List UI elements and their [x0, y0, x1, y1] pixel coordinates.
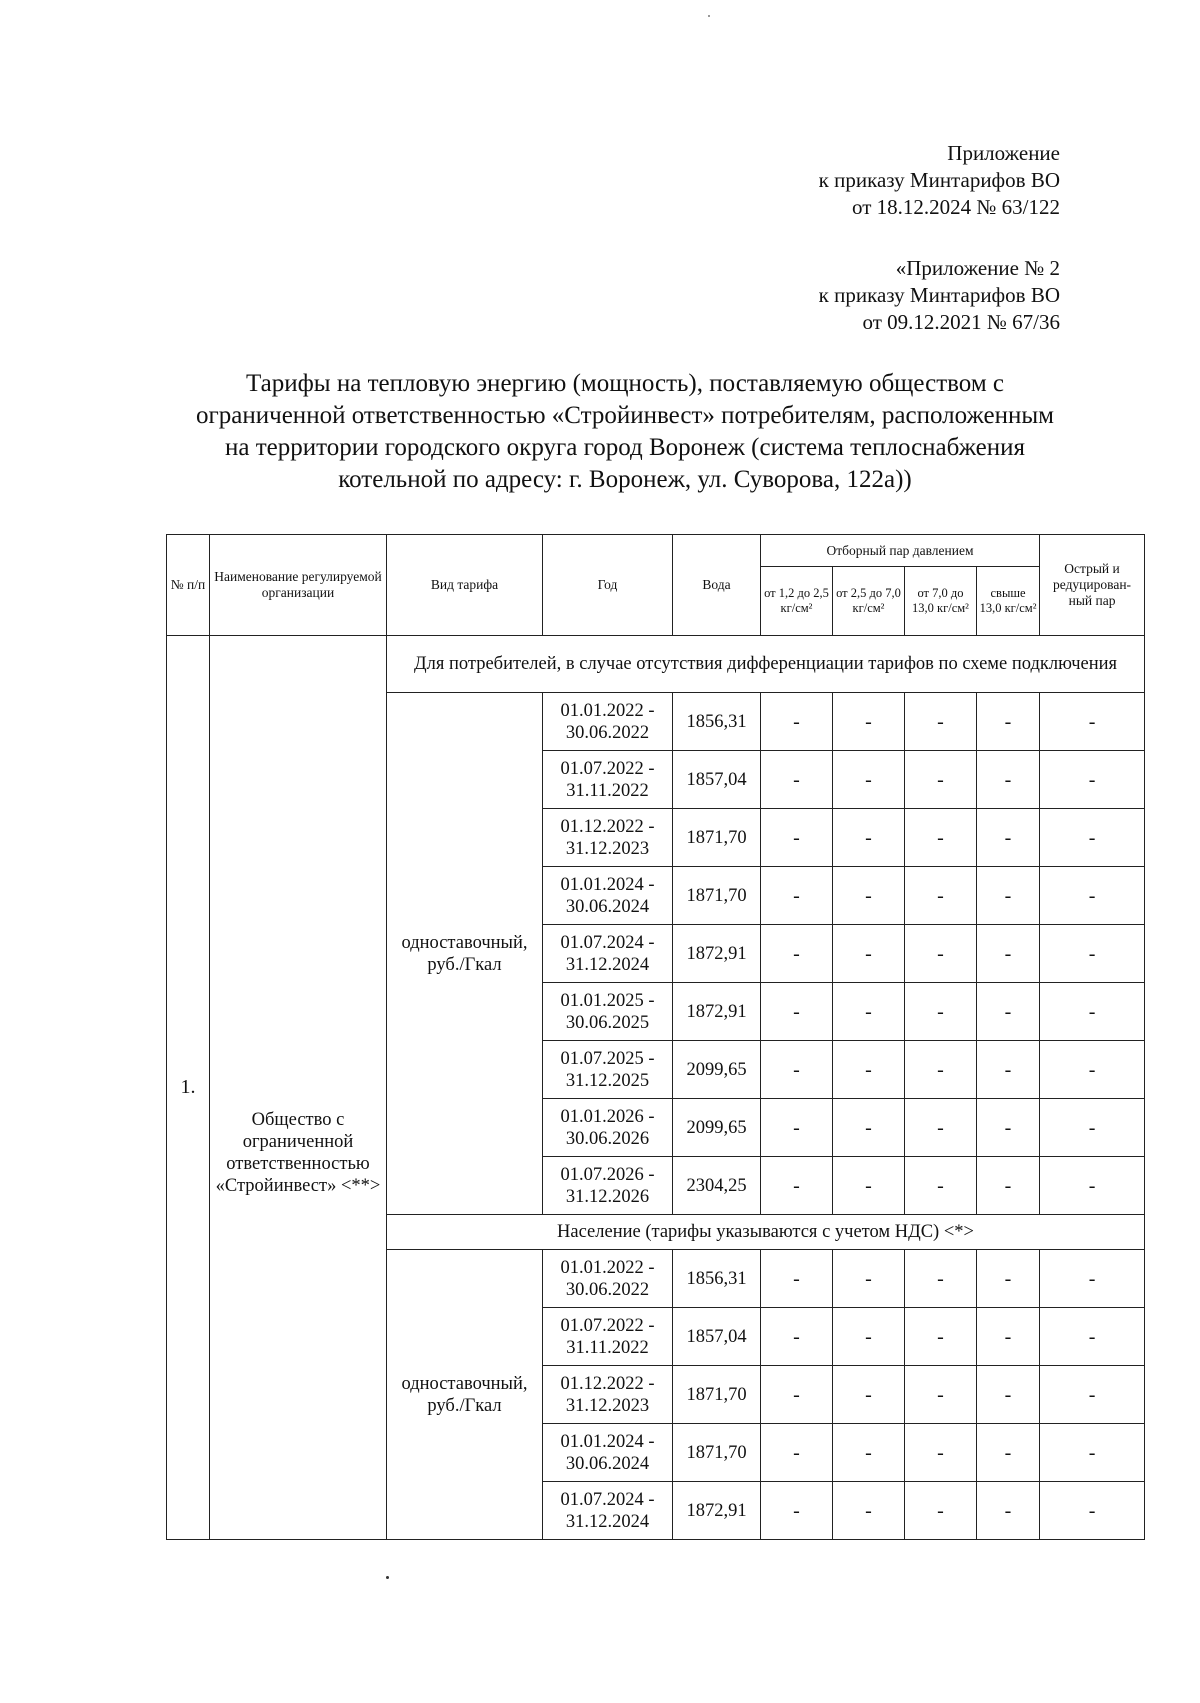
steam-tariff-cell: - [833, 1424, 905, 1482]
water-tariff-cell: 1872,91 [673, 983, 761, 1041]
water-tariff-cell: 1856,31 [673, 1250, 761, 1308]
steam-tariff-cell: - [905, 1099, 977, 1157]
steam-tariff-cell: - [1040, 1366, 1145, 1424]
water-tariff-cell: 1857,04 [673, 1308, 761, 1366]
steam-tariff-cell: - [761, 1041, 833, 1099]
tariff-table [166, 534, 1145, 1540]
steam-tariff-cell: - [977, 867, 1040, 925]
water-tariff-cell: 1871,70 [673, 1424, 761, 1482]
tariff-type: одноставочный, руб./Гкал [387, 1250, 543, 1540]
scan-artifact [708, 15, 710, 17]
steam-tariff-cell: - [977, 1157, 1040, 1215]
water-tariff-cell: 1871,70 [673, 809, 761, 867]
header-pressure-2: от 2,5 до 7,0 кг/см² [833, 567, 905, 636]
water-tariff-cell: 1872,91 [673, 1482, 761, 1540]
appendix-line: к приказу Минтарифов ВО [818, 283, 1060, 307]
steam-tariff-cell: - [977, 751, 1040, 809]
steam-tariff-cell: - [905, 1041, 977, 1099]
steam-tariff-cell: - [905, 867, 977, 925]
period-cell: 01.12.2022 - 31.12.2023 [543, 1366, 673, 1424]
appendix-current-reference [819, 140, 1060, 221]
section-label: Население (тарифы указываются с учетом НДС) <*> [387, 1215, 1145, 1250]
header-sharp-steam: Острый и редуцирован-ный пар [1040, 535, 1145, 636]
steam-tariff-cell: - [833, 693, 905, 751]
water-tariff-cell: 2099,65 [673, 1041, 761, 1099]
period-cell: 01.12.2022 - 31.12.2023 [543, 809, 673, 867]
steam-tariff-cell: - [761, 1366, 833, 1424]
steam-tariff-cell: - [833, 983, 905, 1041]
steam-tariff-cell: - [905, 925, 977, 983]
steam-tariff-cell: - [761, 1250, 833, 1308]
steam-tariff-cell: - [905, 1424, 977, 1482]
period-cell: 01.01.2024 - 30.06.2024 [543, 867, 673, 925]
water-tariff-cell: 2099,65 [673, 1099, 761, 1157]
period-cell: 01.07.2022 - 31.11.2022 [543, 1308, 673, 1366]
period-cell: 01.01.2025 - 30.06.2025 [543, 983, 673, 1041]
header-pressure-1: от 1,2 до 2,5 кг/см² [761, 567, 833, 636]
steam-tariff-cell: - [977, 1308, 1040, 1366]
appendix-line: от 09.12.2021 № 67/36 [862, 310, 1060, 334]
steam-tariff-cell: - [905, 751, 977, 809]
steam-tariff-cell: - [833, 1366, 905, 1424]
steam-tariff-cell: - [977, 1099, 1040, 1157]
period-cell: 01.01.2024 - 30.06.2024 [543, 1424, 673, 1482]
steam-tariff-cell: - [905, 809, 977, 867]
organization-name: Общество с ограниченной ответственностью «Стройинвест» <**> [210, 636, 387, 1540]
header-pressure-4: свыше 13,0 кг/см² [977, 567, 1040, 636]
section-label: Для потребителей, в случае отсутствия дифференциации тарифов по схеме подключения [387, 636, 1145, 693]
steam-tariff-cell: - [761, 751, 833, 809]
table-body [167, 636, 1145, 1540]
steam-tariff-cell: - [977, 809, 1040, 867]
steam-tariff-cell: - [977, 1424, 1040, 1482]
period-cell: 01.01.2022 - 30.06.2022 [543, 1250, 673, 1308]
appendix-original-reference [819, 255, 1060, 336]
section-header-row [167, 636, 1145, 693]
period-cell: 01.07.2022 - 31.11.2022 [543, 751, 673, 809]
steam-tariff-cell: - [761, 1424, 833, 1482]
steam-tariff-cell: - [761, 693, 833, 751]
steam-tariff-cell: - [977, 1250, 1040, 1308]
steam-tariff-cell: - [833, 1482, 905, 1540]
steam-tariff-cell: - [977, 693, 1040, 751]
period-cell: 01.07.2026 - 31.12.2026 [543, 1157, 673, 1215]
header-water: Вода [673, 535, 761, 636]
scan-artifact [386, 1576, 389, 1579]
steam-tariff-cell: - [761, 925, 833, 983]
steam-tariff-cell: - [905, 1482, 977, 1540]
steam-tariff-cell: - [833, 1099, 905, 1157]
water-tariff-cell: 1857,04 [673, 751, 761, 809]
header-pressure-3: от 7,0 до 13,0 кг/см² [905, 567, 977, 636]
header-year: Год [543, 535, 673, 636]
steam-tariff-cell: - [1040, 809, 1145, 867]
steam-tariff-cell: - [977, 1041, 1040, 1099]
title-line: на территории городского округа город Воронеж (система теплоснабжения [224, 434, 1026, 461]
steam-tariff-cell: - [833, 925, 905, 983]
steam-tariff-cell: - [977, 983, 1040, 1041]
steam-tariff-cell: - [761, 1308, 833, 1366]
steam-tariff-cell: - [833, 1157, 905, 1215]
steam-tariff-cell: - [833, 809, 905, 867]
title-line: Тарифы на тепловую энергию (мощность), поставляемую обществом с [245, 370, 1004, 397]
steam-tariff-cell: - [761, 809, 833, 867]
header-tariff-type: Вид тарифа [387, 535, 543, 636]
steam-tariff-cell: - [905, 1308, 977, 1366]
appendix-line: «Приложение № 2 [895, 256, 1060, 280]
steam-tariff-cell: - [977, 1482, 1040, 1540]
header-org: Наименование регулируемой организации [210, 535, 387, 636]
steam-tariff-cell: - [761, 1157, 833, 1215]
steam-tariff-cell: - [977, 1366, 1040, 1424]
steam-tariff-cell: - [761, 1099, 833, 1157]
steam-tariff-cell: - [905, 1250, 977, 1308]
steam-tariff-cell: - [1040, 1099, 1145, 1157]
steam-tariff-cell: - [1040, 1157, 1145, 1215]
period-cell: 01.07.2024 - 31.12.2024 [543, 1482, 673, 1540]
steam-tariff-cell: - [1040, 1482, 1145, 1540]
period-cell: 01.07.2025 - 31.12.2025 [543, 1041, 673, 1099]
steam-tariff-cell: - [761, 1482, 833, 1540]
steam-tariff-cell: - [905, 1366, 977, 1424]
water-tariff-cell: 1856,31 [673, 693, 761, 751]
water-tariff-cell: 1872,91 [673, 925, 761, 983]
header-steam-group: Отборный пар давлением [761, 535, 1040, 567]
title-line: котельной по адресу: г. Воронеж, ул. Суворова, 122а)) [338, 466, 912, 493]
period-cell: 01.01.2022 - 30.06.2022 [543, 693, 673, 751]
tariff-type: одноставочный, руб./Гкал [387, 693, 543, 1215]
appendix-line: Приложение [947, 141, 1060, 165]
water-tariff-cell: 1871,70 [673, 1366, 761, 1424]
steam-tariff-cell: - [905, 1157, 977, 1215]
steam-tariff-cell: - [1040, 751, 1145, 809]
steam-tariff-cell: - [905, 983, 977, 1041]
steam-tariff-cell: - [977, 925, 1040, 983]
steam-tariff-cell: - [1040, 1041, 1145, 1099]
steam-tariff-cell: - [1040, 867, 1145, 925]
period-cell: 01.07.2024 - 31.12.2024 [543, 925, 673, 983]
header-num: № п/п [167, 535, 210, 636]
water-tariff-cell: 2304,25 [673, 1157, 761, 1215]
steam-tariff-cell: - [833, 1308, 905, 1366]
water-tariff-cell: 1871,70 [673, 867, 761, 925]
steam-tariff-cell: - [761, 867, 833, 925]
appendix-line: от 18.12.2024 № 63/122 [851, 195, 1060, 219]
appendix-line: к приказу Минтарифов ВО [818, 168, 1060, 192]
steam-tariff-cell: - [833, 1250, 905, 1308]
steam-tariff-cell: - [761, 983, 833, 1041]
steam-tariff-cell: - [833, 1041, 905, 1099]
steam-tariff-cell: - [833, 867, 905, 925]
steam-tariff-cell: - [1040, 1250, 1145, 1308]
steam-tariff-cell: - [1040, 693, 1145, 751]
steam-tariff-cell: - [833, 751, 905, 809]
steam-tariff-cell: - [1040, 983, 1145, 1041]
period-cell: 01.01.2026 - 30.06.2026 [543, 1099, 673, 1157]
steam-tariff-cell: - [1040, 1308, 1145, 1366]
title-line: ограниченной ответственностью «Стройинвест» потребителям, расположенным [196, 402, 1054, 429]
steam-tariff-cell: - [905, 693, 977, 751]
steam-tariff-cell: - [1040, 1424, 1145, 1482]
document-title [150, 368, 1100, 496]
row-number: 1. [167, 636, 210, 1540]
steam-tariff-cell: - [1040, 925, 1145, 983]
